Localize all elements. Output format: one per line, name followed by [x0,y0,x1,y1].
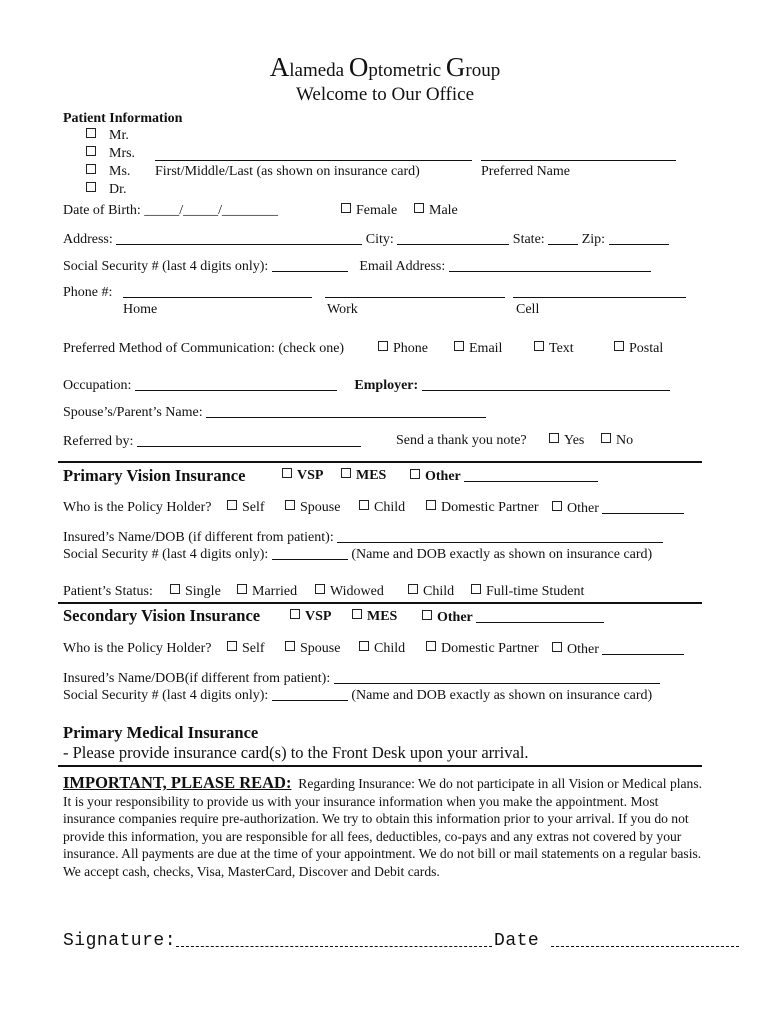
title-initial-a: A [269,52,290,82]
holder-option-label: Spouse [300,500,341,515]
secondary-other-option[interactable] [422,609,604,626]
title-option-label: Ms. [109,164,131,179]
comm-option-label: Phone [393,341,428,356]
checkbox-icon[interactable] [86,164,96,174]
address-label: Address: [63,232,113,247]
checkbox-icon[interactable] [614,341,624,351]
medical-card-note: - Please provide insurance card(s) to the Front Desk upon your arrival. [63,743,529,762]
occupation-row [63,377,670,394]
ssn-note: (Name and DOB exactly as shown on insurance card) [351,547,653,562]
primary-holder-other-field[interactable] [602,500,684,514]
comm-option-label: Postal [629,341,664,356]
checkbox-icon[interactable] [410,469,420,479]
patient-info-heading: Patient Information [63,111,183,126]
primary-other-option[interactable] [410,468,598,485]
primary-other-field[interactable] [464,468,598,482]
vsp-label: VSP [297,468,324,483]
checkbox-icon[interactable] [86,146,96,156]
checkbox-icon[interactable] [352,609,362,619]
checkbox-icon[interactable] [341,203,351,213]
title-option-label: Mrs. [109,146,136,161]
occupation-field[interactable] [135,377,337,391]
secondary-vsp-option[interactable] [290,609,331,625]
status-married[interactable] [237,584,297,600]
checkbox-icon[interactable] [341,468,351,478]
holder-option-label: Other [567,642,599,657]
checkbox-icon[interactable] [378,341,388,351]
status-option-label: Widowed [330,584,384,599]
primary-holder-spouse[interactable] [285,500,340,516]
vsp-label: VSP [305,609,332,624]
checkbox-icon[interactable] [549,433,559,443]
comm-option-phone[interactable] [378,341,428,357]
comm-option-label: Email [469,341,503,356]
phone-label: Phone #: [63,285,113,300]
checkbox-icon[interactable] [86,182,96,192]
title-initial-g: G [445,52,466,82]
date-field[interactable] [551,930,739,947]
holder-option-label: Spouse [300,641,341,656]
holder-option-label: Other [567,501,599,516]
primary-vsp-option[interactable] [282,468,323,484]
checkbox-icon[interactable] [285,641,295,651]
state-label: State: [512,232,545,247]
primary-holder-other[interactable] [552,500,684,517]
section-divider [58,765,702,767]
checkbox-icon[interactable] [426,500,436,510]
important-heading: IMPORTANT, PLEASE READ: [63,773,292,792]
comm-option-email[interactable] [454,341,502,357]
phone-work-caption: Work [327,302,358,317]
gender-female-option[interactable] [341,203,397,219]
email-label: Email Address: [359,259,446,274]
mes-label: MES [367,609,398,624]
holder-option-label: Domestic Partner [441,500,539,515]
checkbox-icon[interactable] [601,433,611,443]
preferred-name-field[interactable] [481,160,676,161]
secondary-insured-row [63,670,660,687]
secondary-insured-field[interactable] [334,670,660,684]
primary-holder-partner[interactable] [426,500,539,516]
primary-insured-field[interactable] [337,529,663,543]
status-option-label: Child [423,584,455,599]
important-text: Regarding Insurance: We do not participate in all Vision or Medical plans. It is your responsibility to provide us with your insurance information when you make the appointment. Most insurance companies require pre-authorization. We try to obtain this information prior to your arrival. If you do not provide this information, you are responsible for all fees, deductibles, co-pays and any extras not covered by your insurance. All payments are due at the time of your appointment. We do not bill or mail statements on a regular basis. We accept cash, checks, Visa, MasterCard, Discover and Debit cards. [63,776,703,879]
title-part-3: roup [465,60,501,81]
city-field[interactable] [397,231,509,245]
ssn-label: Social Security # (last 4 digits only): [63,547,269,562]
checkbox-icon[interactable] [422,610,432,620]
title-part-2: ptometric [368,60,446,81]
referred-field[interactable] [137,433,361,447]
title-option-ms[interactable] [86,164,130,180]
primary-ssn-row [63,546,652,563]
spouse-field[interactable] [206,404,486,418]
title-option-label: Mr. [109,128,129,143]
ssn-label: Social Security # (last 4 digits only): [63,688,269,703]
secondary-holder-other[interactable] [552,641,684,658]
title-initial-o: O [348,52,369,82]
secondary-holder-spouse[interactable] [285,641,340,657]
primary-vision-heading: Primary Vision Insurance [63,466,246,485]
date-label: Date [494,931,540,951]
email-field[interactable] [449,258,651,272]
thank-you-label: Send a thank you note? [396,433,527,448]
mes-label: MES [356,468,387,483]
checkbox-icon[interactable] [426,641,436,651]
phone-home-field[interactable] [123,297,312,298]
checkbox-icon[interactable] [454,341,464,351]
spouse-label: Spouse’s/Parent’s Name: [63,405,203,420]
phone-work-field[interactable] [325,297,505,298]
secondary-vision-heading: Secondary Vision Insurance [63,606,261,625]
occupation-label: Occupation: [63,378,132,393]
address-row [63,231,669,248]
section-divider [58,602,702,604]
signature-label: Signature: [63,931,177,951]
checkbox-icon[interactable] [227,500,237,510]
page-title [0,52,770,83]
city-label: City: [365,232,394,247]
male-label: Male [429,203,458,218]
insured-label: Insured’s Name/DOB(if different from patient): [63,671,331,686]
secondary-holder-other-field[interactable] [602,641,684,655]
spouse-row [63,404,486,421]
checkbox-icon[interactable] [534,341,544,351]
secondary-holder-label: Who is the Policy Holder? [63,641,212,656]
female-label: Female [356,203,398,218]
primary-holder-child[interactable] [359,500,405,516]
gender-male-option[interactable] [414,203,458,219]
secondary-mes-option[interactable] [352,609,397,625]
full-name-caption: First/Middle/Last (as shown on insurance card) [155,164,420,179]
referred-row [63,433,361,450]
checkbox-icon[interactable] [227,641,237,651]
title-option-dr[interactable] [86,182,127,198]
state-field[interactable] [548,231,578,245]
employer-label: Employer: [354,378,419,393]
checkbox-icon[interactable] [170,584,180,594]
title-option-label: Dr. [109,182,127,197]
checkbox-icon[interactable] [359,641,369,651]
primary-holder-label: Who is the Policy Holder? [63,500,212,515]
secondary-ssn-row [63,687,652,704]
employer-field[interactable] [422,377,670,391]
status-single[interactable] [170,584,221,600]
title-part-1: lameda [289,60,349,81]
holder-option-label: Child [374,641,406,656]
patient-status-label: Patient’s Status: [63,584,153,599]
checkbox-icon[interactable] [86,128,96,138]
thank-you-yes-option[interactable] [549,433,584,449]
thank-you-no-option[interactable] [601,433,633,449]
referred-label: Referred by: [63,434,134,449]
secondary-holder-self[interactable] [227,641,265,657]
no-label: No [616,433,634,448]
checkbox-icon[interactable] [414,203,424,213]
full-name-field[interactable] [155,160,472,161]
comm-option-text[interactable] [534,341,574,357]
checkbox-icon[interactable] [552,501,562,511]
comm-option-postal[interactable] [614,341,663,357]
important-notice [63,774,703,881]
checkbox-icon[interactable] [282,468,292,478]
phone-home-caption: Home [123,302,158,317]
primary-medical-heading: Primary Medical Insurance [63,723,259,742]
primary-ssn-field[interactable] [272,546,348,560]
ssn-note: (Name and DOB exactly as shown on insurance card) [351,688,653,703]
holder-option-label: Child [374,500,406,515]
zip-field[interactable] [609,231,669,245]
checkbox-icon[interactable] [315,584,325,594]
primary-holder-self[interactable] [227,500,265,516]
checkbox-icon[interactable] [471,584,481,594]
status-option-label: Married [252,584,298,599]
secondary-holder-partner[interactable] [426,641,539,657]
dob-field[interactable]: Date of Birth: _____/_____/________ [63,203,279,218]
ssn-field[interactable] [272,258,348,272]
section-divider [58,461,702,463]
signature-field[interactable] [176,930,492,947]
title-option-mr[interactable] [86,128,129,144]
ssn-email-row [63,258,651,275]
checkbox-icon[interactable] [552,642,562,652]
phone-cell-caption: Cell [516,302,540,317]
holder-option-label: Self [242,641,265,656]
primary-mes-option[interactable] [341,468,386,484]
primary-insured-row [63,529,663,546]
zip-label: Zip: [581,232,606,247]
status-option-label: Single [185,584,221,599]
comm-label: Preferred Method of Communication: (check one) [63,341,345,356]
status-student[interactable] [471,584,584,600]
yes-label: Yes [564,433,585,448]
holder-option-label: Self [242,500,265,515]
secondary-ssn-field[interactable] [272,687,348,701]
signature-row [63,930,739,951]
ssn-label: Social Security # (last 4 digits only): [63,259,269,274]
comm-option-label: Text [549,341,574,356]
secondary-holder-child[interactable] [359,641,405,657]
other-label: Other [437,610,473,625]
checkbox-icon[interactable] [359,500,369,510]
title-option-mrs[interactable] [86,146,135,162]
secondary-other-field[interactable] [476,609,604,623]
checkbox-icon[interactable] [290,609,300,619]
holder-option-label: Domestic Partner [441,641,539,656]
page-subtitle: Welcome to Our Office [295,84,475,105]
checkbox-icon[interactable] [237,584,247,594]
status-widowed[interactable] [315,584,384,600]
other-label: Other [425,469,461,484]
status-option-label: Full-time Student [486,584,585,599]
address-field[interactable] [116,231,362,245]
checkbox-icon[interactable] [408,584,418,594]
insured-label: Insured’s Name/DOB (if different from patient): [63,530,334,545]
checkbox-icon[interactable] [285,500,295,510]
preferred-name-caption: Preferred Name [481,164,571,179]
phone-cell-field[interactable] [513,297,686,298]
status-child[interactable] [408,584,454,600]
